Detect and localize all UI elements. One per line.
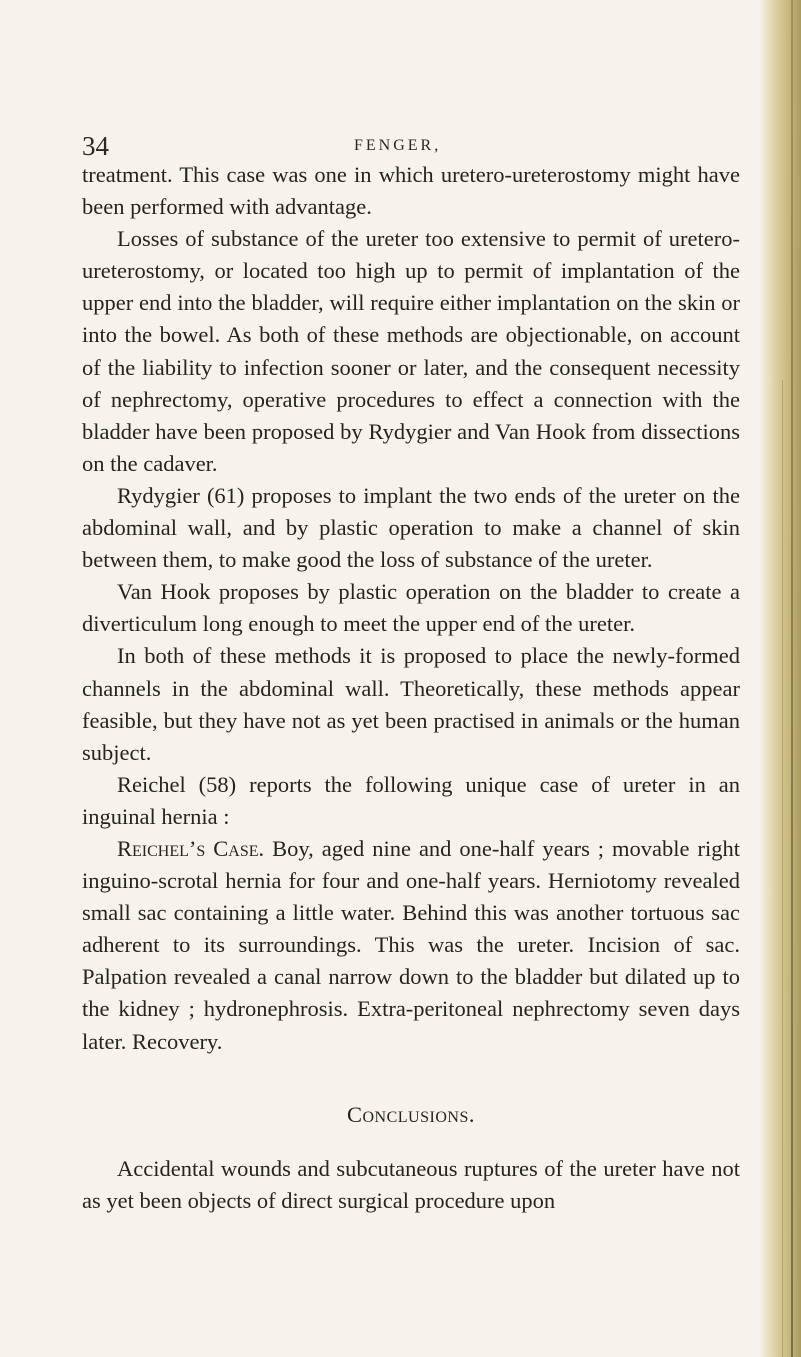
binding-line (791, 0, 793, 1357)
paragraph: Rydygier (61) proposes to implant the two ends of the ureter on the abdominal wall, and by plastic operation to make a channel of skin between them, to make good the loss of substance of the ureter. (82, 482, 740, 573)
conclusion-paragraph: Accidental wounds and subcutaneous ruptures of the ureter have not as yet been objects of direct surgical procedure upon (82, 1155, 740, 1213)
paragraph: Van Hook proposes by plastic operation on the bladder to create a diverticulum long enough to meet the upper end of the ureter. (82, 579, 740, 637)
body-text (82, 159, 740, 1217)
section-heading: Conclusions. (347, 1101, 475, 1127)
case-text: Boy, aged nine and one-half years ; movable right inguino-scrotal hernia for four and one-half years. Herniotomy revealed small sac containing a little water. Behind this was another tortuous sac adherent to its surroundings. This was the ureter. Incision of sac. Palpation revealed a canal narrow down to the bladder but dilated up to the kidney ; hydronephrosis. Extra-peritoneal nephrectomy seven days later. Recovery. (82, 835, 740, 1054)
paragraph: Losses of substance of the ureter too extensive to permit of uretero-ureterostomy, or located too high up to permit of implantation of the upper end into the bladder, will require either implantation on the skin or into the bowel. As both of these methods are objectionable, on account of the liability to infection sooner or later, and the consequent necessity of nephrectomy, operative procedures to effect a connection with the bladder have been proposed by Rydygier and Van Hook from dissections on the cadaver. (82, 226, 740, 476)
case-paragraph (82, 833, 740, 1058)
running-head: FENGER, (354, 137, 442, 154)
page-header (82, 130, 742, 162)
case-title: Reichel’s Case. (117, 835, 265, 861)
page-number: 34 (82, 131, 109, 161)
paragraph: In both of these methods it is proposed to place the newly-formed channels in the abdominal wall. Theoretically, these methods appear feasible, but they have not as yet been practised in animals or the human subject. (82, 643, 740, 765)
page-edge-shadow (759, 0, 801, 1357)
paragraph: treatment. This case was one in which uretero-ureterostomy might have been performed with advantage. (82, 162, 740, 220)
paragraph: Reichel (58) reports the following unique case of ureter in an inguinal hernia : (82, 771, 740, 829)
binding-line-secondary (782, 380, 783, 1357)
